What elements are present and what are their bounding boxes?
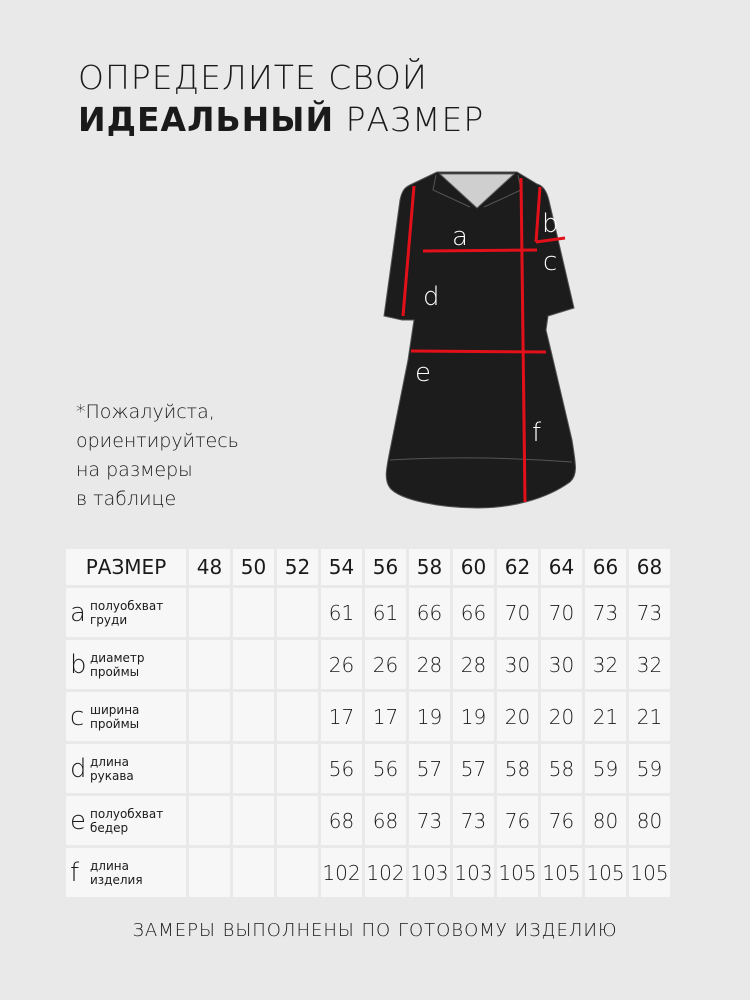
line-e [411, 351, 546, 352]
line-a [423, 250, 537, 251]
desc-line: длина [90, 858, 129, 873]
row-letter: c [70, 701, 85, 732]
table-cell: 59 [585, 744, 626, 793]
row-label [66, 848, 186, 897]
size-header: 64 [541, 549, 582, 585]
row-label [66, 744, 186, 793]
size-header: 58 [409, 549, 450, 585]
note-line: в таблице [76, 488, 177, 510]
table-row [66, 744, 670, 793]
desc-line: полуобхват [90, 598, 164, 613]
table-cell [189, 692, 230, 741]
size-header: 50 [233, 549, 274, 585]
table-cell: 59 [629, 744, 670, 793]
row-desc [90, 599, 163, 627]
table-cell: 32 [629, 640, 670, 689]
row-desc [90, 807, 163, 835]
table-cell: 28 [453, 640, 494, 689]
table-cell [189, 640, 230, 689]
table-cell: 26 [365, 640, 406, 689]
row-label [66, 640, 186, 689]
note-line: *Пожалуйста, [76, 401, 215, 423]
desc-line: груди [90, 612, 128, 627]
table-cell [277, 796, 318, 845]
table-cell: 76 [497, 796, 538, 845]
table-cell [233, 692, 274, 741]
header-label: РАЗМЕР [66, 549, 186, 585]
size-header: 60 [453, 549, 494, 585]
size-header: 56 [365, 549, 406, 585]
table-cell: 73 [629, 588, 670, 637]
desc-line: рукава [90, 768, 134, 783]
table-cell: 70 [497, 588, 538, 637]
table-cell [277, 744, 318, 793]
table-cell: 20 [497, 692, 538, 741]
table-cell: 103 [453, 848, 494, 897]
table-cell: 58 [497, 744, 538, 793]
row-letter: d [70, 753, 87, 784]
row-letter: a [70, 597, 86, 628]
row-label [66, 692, 186, 741]
table-cell: 68 [321, 796, 362, 845]
table-cell: 76 [541, 796, 582, 845]
table-cell: 73 [409, 796, 450, 845]
table-cell: 57 [453, 744, 494, 793]
table-cell: 61 [365, 588, 406, 637]
row-letter: e [70, 805, 86, 836]
table-cell: 102 [321, 848, 362, 897]
table-cell: 105 [585, 848, 626, 897]
table-cell [277, 588, 318, 637]
row-letter: b [70, 649, 87, 680]
table-cell [277, 640, 318, 689]
table-cell: 21 [585, 692, 626, 741]
table-cell: 105 [497, 848, 538, 897]
title-line-1: ОПРЕДЕЛИТЕ СВОЙ [78, 58, 428, 97]
table-cell: 21 [629, 692, 670, 741]
label-e: e [415, 358, 431, 388]
note-line: на размеры [76, 459, 193, 481]
table-row [66, 588, 670, 637]
table-cell [189, 588, 230, 637]
table-row [66, 796, 670, 845]
row-label [66, 796, 186, 845]
table-cell: 32 [585, 640, 626, 689]
desc-line: длина [90, 754, 129, 769]
table-cell: 105 [541, 848, 582, 897]
label-f: f [532, 418, 542, 448]
label-c: c [543, 247, 558, 277]
desc-line: проймы [90, 716, 140, 731]
table-cell: 73 [585, 588, 626, 637]
table-cell [233, 588, 274, 637]
table-cell: 19 [453, 692, 494, 741]
size-header: 54 [321, 549, 362, 585]
table-cell: 26 [321, 640, 362, 689]
table-cell: 56 [321, 744, 362, 793]
table-cell [233, 640, 274, 689]
row-label [66, 588, 186, 637]
table-cell: 30 [541, 640, 582, 689]
title-rest: РАЗМЕР [334, 100, 485, 139]
table-header-row [66, 549, 670, 585]
table-cell: 30 [497, 640, 538, 689]
size-header: 48 [189, 549, 230, 585]
size-header: 52 [277, 549, 318, 585]
table-cell: 102 [365, 848, 406, 897]
table-row [66, 640, 670, 689]
table-cell [233, 744, 274, 793]
table-row [66, 692, 670, 741]
footer-note: ЗАМЕРЫ ВЫПОЛНЕНЫ ПО ГОТОВОМУ ИЗДЕЛИЮ [132, 920, 618, 941]
table-cell: 105 [629, 848, 670, 897]
label-a: a [452, 222, 468, 252]
table-cell: 56 [365, 744, 406, 793]
table-cell: 19 [409, 692, 450, 741]
table-cell: 17 [321, 692, 362, 741]
row-desc [90, 703, 139, 731]
table-cell [189, 744, 230, 793]
desc-line: бедер [90, 820, 129, 835]
desc-line: полуобхват [90, 806, 164, 821]
table-cell: 68 [365, 796, 406, 845]
table-cell: 66 [409, 588, 450, 637]
table-row [66, 848, 670, 897]
row-letter: f [70, 857, 80, 888]
row-desc [90, 859, 143, 887]
size-table [63, 546, 673, 900]
table-cell: 57 [409, 744, 450, 793]
table-cell: 73 [453, 796, 494, 845]
row-desc [90, 651, 145, 679]
table-cell [189, 848, 230, 897]
label-b: b [542, 209, 559, 239]
size-header: 62 [497, 549, 538, 585]
label-d: d [423, 282, 440, 312]
desc-line: проймы [90, 664, 140, 679]
table-cell: 80 [585, 796, 626, 845]
table-cell [277, 848, 318, 897]
title-bold: ИДЕАЛЬНЫЙ [78, 100, 335, 139]
table-cell: 66 [453, 588, 494, 637]
table-cell: 80 [629, 796, 670, 845]
table-cell: 20 [541, 692, 582, 741]
size-header: 68 [629, 549, 670, 585]
desc-line: диаметр [90, 650, 145, 665]
table-cell: 28 [409, 640, 450, 689]
table-cell: 61 [321, 588, 362, 637]
note-line: ориентируйтесь [76, 430, 239, 452]
desc-line: изделия [90, 872, 143, 887]
row-desc [90, 755, 134, 783]
size-header: 66 [585, 549, 626, 585]
table-cell [233, 796, 274, 845]
table-cell [189, 796, 230, 845]
table-cell [277, 692, 318, 741]
table-cell: 103 [409, 848, 450, 897]
table-cell [233, 848, 274, 897]
table-cell: 70 [541, 588, 582, 637]
desc-line: ширина [90, 702, 140, 717]
table-cell: 58 [541, 744, 582, 793]
table-cell: 17 [365, 692, 406, 741]
